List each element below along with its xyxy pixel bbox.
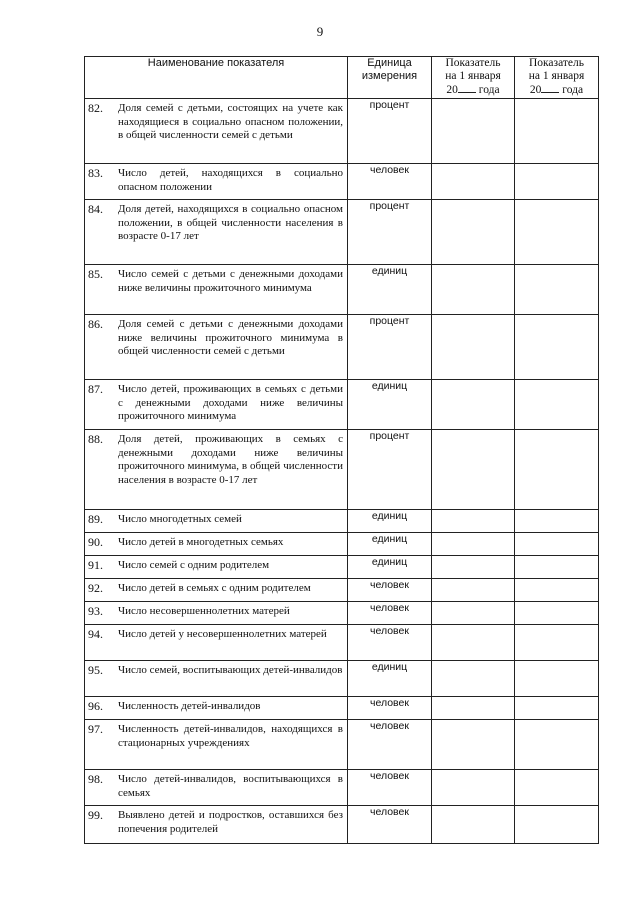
table-row bbox=[85, 99, 599, 164]
indicator-number: 86. bbox=[88, 317, 103, 331]
indicator-cell bbox=[85, 720, 348, 770]
value-year2-cell bbox=[515, 315, 599, 380]
unit-cell: человек bbox=[348, 697, 432, 720]
value-year2-cell bbox=[515, 625, 599, 661]
header-value-year2 bbox=[515, 57, 599, 99]
unit-cell: человек bbox=[348, 806, 432, 844]
table-row bbox=[85, 661, 599, 697]
unit-cell: процент bbox=[348, 200, 432, 265]
unit-cell: человек bbox=[348, 720, 432, 770]
indicator-name: Доля семей с детьми с денежными доходами ниже величины прожиточного минимума в общей численности семей с детьми bbox=[118, 318, 343, 358]
header-value1-line2: на 1 января bbox=[445, 70, 501, 82]
indicator-name: Число многодетных семей bbox=[118, 513, 242, 525]
table-row bbox=[85, 265, 599, 315]
table-row bbox=[85, 602, 599, 625]
value-year2-cell bbox=[515, 200, 599, 265]
indicator-cell bbox=[85, 770, 348, 806]
table-row bbox=[85, 770, 599, 806]
value-year1-cell bbox=[432, 430, 515, 510]
value-year2-cell bbox=[515, 164, 599, 200]
indicator-cell bbox=[85, 510, 348, 533]
indicator-number: 95. bbox=[88, 663, 103, 677]
indicator-name: Численность детей-инвалидов bbox=[118, 700, 261, 712]
table-row bbox=[85, 806, 599, 844]
value-year2-cell bbox=[515, 661, 599, 697]
unit-cell: процент bbox=[348, 99, 432, 164]
table-header-row bbox=[85, 57, 599, 99]
unit-cell: единиц bbox=[348, 380, 432, 430]
value-year1-cell bbox=[432, 315, 515, 380]
indicator-cell bbox=[85, 602, 348, 625]
unit-cell: человек bbox=[348, 579, 432, 602]
unit-cell: единиц bbox=[348, 661, 432, 697]
header-value1-suffix: года bbox=[478, 84, 500, 96]
indicator-cell bbox=[85, 315, 348, 380]
header-indicator-name: Наименование показателя bbox=[85, 57, 348, 99]
indicator-number: 91. bbox=[88, 558, 103, 572]
indicator-cell bbox=[85, 164, 348, 200]
indicator-cell bbox=[85, 430, 348, 510]
indicator-cell bbox=[85, 380, 348, 430]
indicator-cell bbox=[85, 625, 348, 661]
header-value2-line2: на 1 января bbox=[528, 70, 585, 82]
value-year1-cell bbox=[432, 99, 515, 164]
indicator-cell bbox=[85, 99, 348, 164]
value-year2-cell bbox=[515, 533, 599, 556]
indicator-name: Число семей с детьми с денежными доходами ниже величины прожиточного минимума bbox=[118, 268, 343, 294]
indicator-number: 82. bbox=[88, 101, 103, 115]
value-year1-cell bbox=[432, 200, 515, 265]
value-year2-cell bbox=[515, 556, 599, 579]
unit-cell: человек bbox=[348, 164, 432, 200]
unit-cell: единиц bbox=[348, 510, 432, 533]
value-year1-cell bbox=[432, 770, 515, 806]
indicator-number: 90. bbox=[88, 535, 103, 549]
indicator-number: 97. bbox=[88, 722, 103, 736]
value-year1-cell bbox=[432, 625, 515, 661]
page-number: 9 bbox=[316, 24, 324, 39]
unit-cell: человек bbox=[348, 770, 432, 806]
value-year2-cell bbox=[515, 99, 599, 164]
table-row bbox=[85, 697, 599, 720]
indicator-name: Число детей у несовершеннолетних матерей bbox=[118, 628, 327, 640]
table-row bbox=[85, 533, 599, 556]
value-year1-cell bbox=[432, 806, 515, 844]
header-value-year1 bbox=[432, 57, 515, 99]
indicator-number: 99. bbox=[88, 808, 103, 822]
indicator-number: 96. bbox=[88, 699, 103, 713]
indicator-cell bbox=[85, 806, 348, 844]
value-year1-cell bbox=[432, 510, 515, 533]
header-unit-line2: измерения bbox=[361, 70, 418, 82]
value-year2-cell bbox=[515, 806, 599, 844]
indicator-name: Доля детей, находящихся в социально опасном положении, в общей численности населения в возрасте 0-17 лет bbox=[118, 203, 343, 243]
indicator-name: Число семей с одним родителем bbox=[118, 559, 270, 571]
header-value1-line1: Показатель bbox=[445, 57, 501, 69]
table-row bbox=[85, 720, 599, 770]
indicator-number: 88. bbox=[88, 432, 103, 446]
value-year2-cell bbox=[515, 265, 599, 315]
indicator-cell bbox=[85, 200, 348, 265]
indicator-name: Доля семей с детьми, состоящих на учете как находящиеся в социально опасном положении, в общей численности семей с детьми bbox=[118, 102, 343, 142]
header-unit-line1: Единица bbox=[367, 57, 412, 69]
indicator-cell bbox=[85, 265, 348, 315]
indicator-cell bbox=[85, 697, 348, 720]
indicator-number: 87. bbox=[88, 382, 103, 396]
value-year2-cell bbox=[515, 579, 599, 602]
value-year2-cell bbox=[515, 430, 599, 510]
table-row bbox=[85, 200, 599, 265]
table-row bbox=[85, 430, 599, 510]
table-row bbox=[85, 510, 599, 533]
header-value1-line3 bbox=[432, 83, 514, 97]
value-year1-cell bbox=[432, 602, 515, 625]
year-blank bbox=[458, 83, 476, 93]
value-year2-cell bbox=[515, 720, 599, 770]
indicator-cell bbox=[85, 556, 348, 579]
indicator-number: 92. bbox=[88, 581, 103, 595]
indicator-cell bbox=[85, 661, 348, 697]
value-year1-cell bbox=[432, 164, 515, 200]
indicator-name: Число детей в многодетных семьях bbox=[118, 536, 284, 548]
indicator-name: Число семей, воспитывающих детей-инвалидов bbox=[118, 664, 343, 676]
indicators-table bbox=[84, 56, 599, 844]
value-year1-cell bbox=[432, 380, 515, 430]
table-row bbox=[85, 164, 599, 200]
indicator-name: Число детей, находящихся в социально опасном положении bbox=[118, 167, 343, 193]
header-unit bbox=[348, 57, 432, 99]
indicator-number: 83. bbox=[88, 166, 103, 180]
indicator-number: 89. bbox=[88, 512, 103, 526]
indicator-name: Число детей-инвалидов, воспитывающихся в семьях bbox=[118, 773, 343, 799]
indicator-number: 84. bbox=[88, 202, 103, 216]
unit-cell: единиц bbox=[348, 556, 432, 579]
indicator-name: Число детей в семьях с одним родителем bbox=[118, 582, 311, 594]
value-year2-cell bbox=[515, 380, 599, 430]
value-year1-cell bbox=[432, 697, 515, 720]
value-year1-cell bbox=[432, 661, 515, 697]
indicator-number: 93. bbox=[88, 604, 103, 618]
indicator-name: Доля детей, проживающих в семьях с денежными доходами ниже величины прожиточного минимума, в общей численности населения в возрасте 0-17 лет bbox=[118, 433, 343, 486]
value-year2-cell bbox=[515, 697, 599, 720]
indicator-name: Число несовершеннолетних матерей bbox=[118, 605, 290, 617]
unit-cell: процент bbox=[348, 430, 432, 510]
unit-cell: процент bbox=[348, 315, 432, 380]
header-value2-suffix: года bbox=[562, 84, 584, 96]
indicator-name: Выявлено детей и подростков, оставшихся без попечения родителей bbox=[118, 809, 343, 835]
value-year1-cell bbox=[432, 720, 515, 770]
table-row bbox=[85, 625, 599, 661]
value-year1-cell bbox=[432, 265, 515, 315]
indicator-number: 98. bbox=[88, 772, 103, 786]
header-value1-prefix: 20 bbox=[446, 84, 458, 96]
table-row bbox=[85, 315, 599, 380]
value-year1-cell bbox=[432, 556, 515, 579]
indicator-number: 85. bbox=[88, 267, 103, 281]
header-value2-line1: Показатель bbox=[528, 57, 585, 69]
header-value2-prefix: 20 bbox=[529, 84, 542, 96]
unit-cell: единиц bbox=[348, 533, 432, 556]
unit-cell: единиц bbox=[348, 265, 432, 315]
indicator-cell bbox=[85, 533, 348, 556]
table-row bbox=[85, 556, 599, 579]
year-blank bbox=[541, 83, 559, 93]
value-year2-cell bbox=[515, 602, 599, 625]
value-year1-cell bbox=[432, 579, 515, 602]
value-year1-cell bbox=[432, 533, 515, 556]
header-value2-line3 bbox=[515, 83, 598, 97]
indicator-number: 94. bbox=[88, 627, 103, 641]
unit-cell: человек bbox=[348, 602, 432, 625]
value-year2-cell bbox=[515, 770, 599, 806]
indicator-name: Численность детей-инвалидов, находящихся в стационарных учреждениях bbox=[118, 723, 343, 749]
value-year2-cell bbox=[515, 510, 599, 533]
table-row bbox=[85, 380, 599, 430]
unit-cell: человек bbox=[348, 625, 432, 661]
indicator-cell bbox=[85, 579, 348, 602]
indicator-name: Число детей, проживающих в семьях с детьми с денежными доходами ниже величины прожиточного минимума bbox=[118, 383, 343, 423]
table-row bbox=[85, 579, 599, 602]
